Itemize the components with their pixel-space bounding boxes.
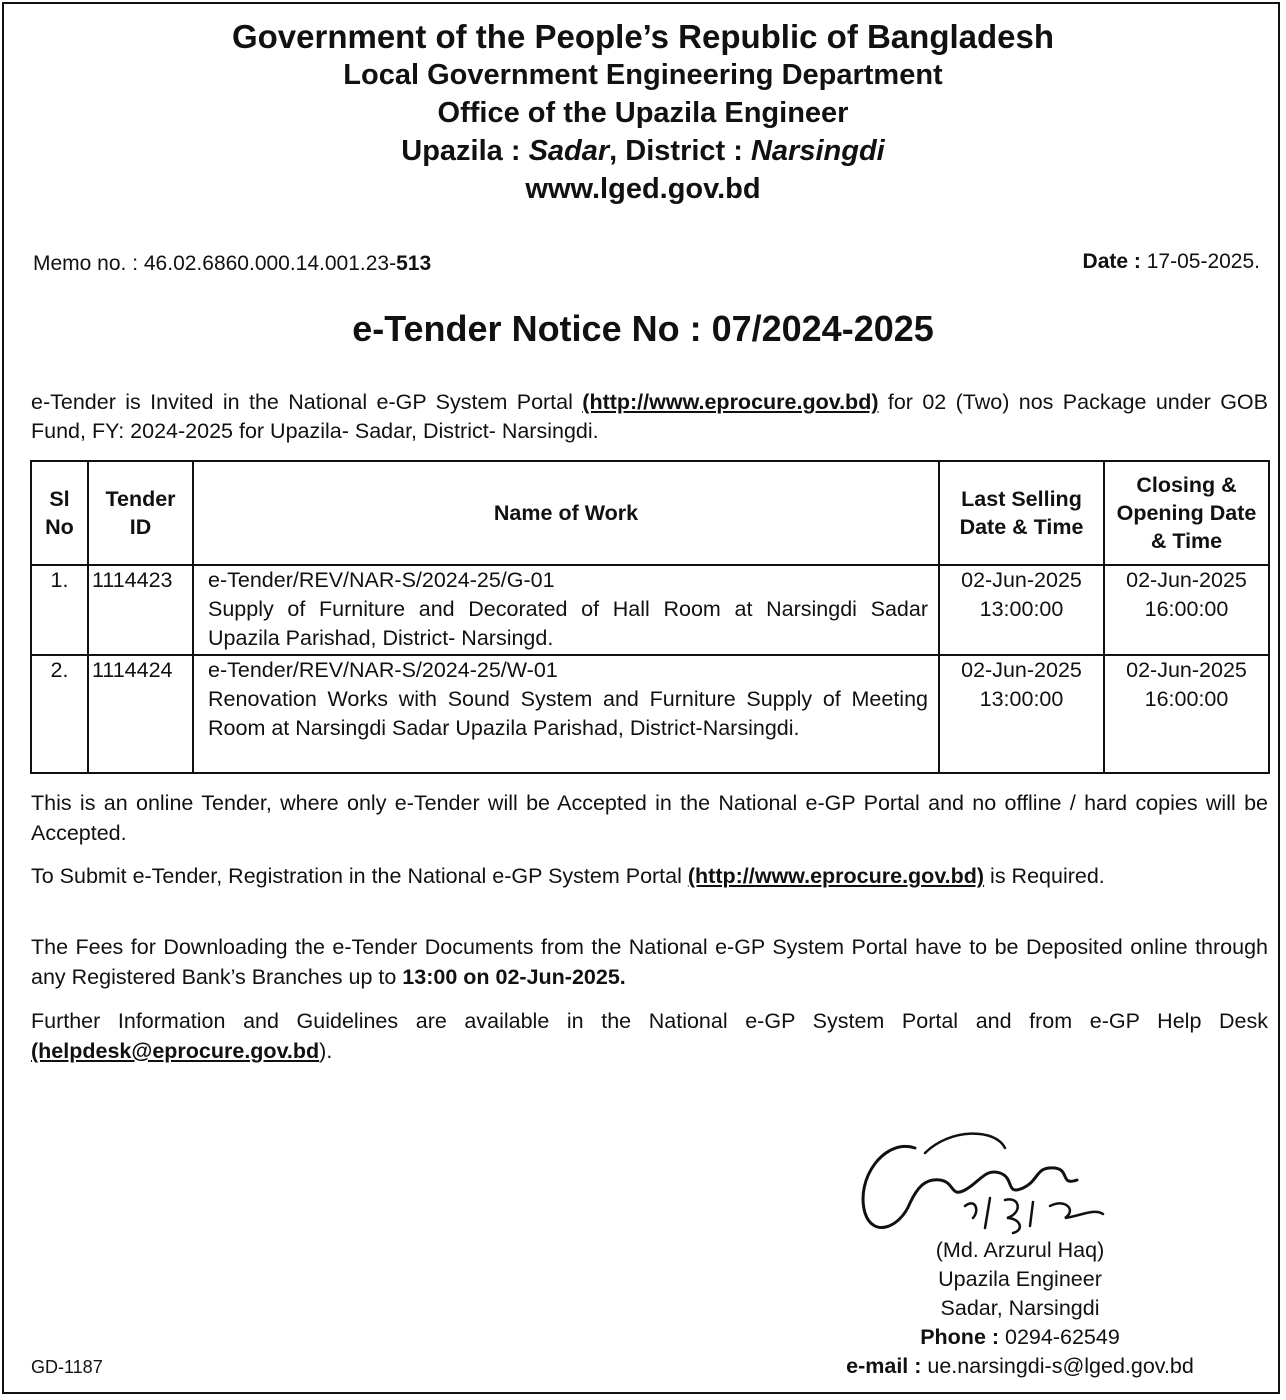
office-name: Office of the Upazila Engineer: [437, 97, 849, 129]
signatory-email: e-mail : ue.narsingdi-s@lged.gov.bd: [846, 1354, 1194, 1378]
fees-deadline: 13:00 on 02-Jun-2025.: [402, 965, 626, 989]
footer-code: GD-1187: [31, 1357, 103, 1377]
table-header-row: [31, 461, 1269, 565]
header-tender-id: Tender ID: [88, 461, 193, 565]
registration-paragraph: To Submit e-Tender, Registration in the National e-GP System Portal (http://www.eprocure.gov.bd) is Required.: [31, 864, 1105, 888]
eprocure-link[interactable]: (http://www.eprocure.gov.bd): [582, 390, 879, 414]
date-value: 17-05-2025.: [1140, 250, 1260, 273]
signatory-phone: Phone : 0294-62549: [920, 1325, 1120, 1349]
header-last-selling: Last Selling Date & Time: [939, 461, 1104, 565]
row-description: Supply of Furniture and Decorated of Hall Room at Narsingdi Sadar Upazila Parishad, District- Narsingd.: [208, 597, 928, 650]
district-label: , District :: [609, 135, 751, 167]
letterhead: [0, 18, 1286, 208]
online-tender-paragraph: This is an online Tender, where only e-Tender will be Accepted in the National e-GP Portal and no offline / hard copies will be Accepted.: [31, 791, 1268, 845]
fees-paragraph: The Fees for Downloading the e-Tender Documents from the National e-GP System Portal have to be Deposited online through any Registered Bank’s Branches up to 13:00 on 02-Jun-2025.: [31, 935, 1268, 989]
memo-number: [33, 252, 431, 276]
row-last-selling: 02-Jun-2025 13:00:00: [939, 565, 1104, 655]
location-line: [0, 132, 1286, 170]
handwritten-signature: [855, 1118, 1145, 1248]
signatory-office: Sadar, Narsingdi: [940, 1296, 1100, 1320]
header-sl: Sl No: [31, 461, 88, 565]
signatory-name: (Md. Arzurul Haq): [935, 1238, 1105, 1262]
row-closing-opening: 02-Jun-2025 16:00:00: [1104, 655, 1269, 773]
intro-text-end: for 02 (Two) nos Package under GOB Fund, FY: 2024-2025 for Upazila- Sadar, District- Narsingdi.: [31, 390, 1268, 443]
memo-number-value: 513: [396, 252, 432, 275]
upazila-value: Sadar: [528, 135, 610, 167]
intro-text: e-Tender is Invited in the National e-GP System Portal: [31, 390, 583, 414]
row-description: Renovation Works with Sound System and Furniture Supply of Meeting Room at Narsingdi Sadar Upazila Parishad, District-Narsingdi.: [208, 687, 928, 740]
header-closing-opening: Closing & Opening Date & Time: [1104, 461, 1269, 565]
row-closing-opening: 02-Jun-2025 16:00:00: [1104, 565, 1269, 655]
notice-date: [1083, 250, 1260, 274]
upazila-label: Upazila :: [401, 135, 529, 167]
row-last-selling: 02-Jun-2025 13:00:00: [939, 655, 1104, 773]
notice-title: e-Tender Notice No : 07/2024-2025: [352, 308, 934, 349]
signatory-designation: Upazila Engineer: [938, 1267, 1102, 1291]
header-name-of-work: Name of Work: [193, 461, 939, 565]
row-sl: 2.: [31, 655, 88, 773]
row-name-of-work: [193, 565, 939, 655]
department-name: Local Government Engineering Department: [343, 59, 943, 91]
signature-block: [790, 1236, 1250, 1381]
memo-label: Memo no. : 46.02.6860.000.14.001.23-: [33, 252, 397, 275]
district-value: Narsingdi: [750, 135, 885, 167]
row-tender-id: 1114423: [88, 565, 193, 655]
helpdesk-paragraph: Further Information and Guidelines are available in the National e-GP System Portal and from e-GP Help Desk (helpdesk@eprocure.gov.bd).: [31, 1009, 1268, 1063]
row-sl: 1.: [31, 565, 88, 655]
eprocure-link[interactable]: (http://www.eprocure.gov.bd): [687, 864, 985, 888]
tender-table: [30, 460, 1270, 774]
table-row: [31, 565, 1269, 655]
helpdesk-email-link[interactable]: (helpdesk@eprocure.gov.bd: [31, 1039, 320, 1063]
row-name-of-work: [193, 655, 939, 773]
table-row: [31, 655, 1269, 773]
government-name: Government of the People’s Republic of Bangladesh: [231, 18, 1055, 55]
website: www.lged.gov.bd: [525, 173, 761, 205]
intro-paragraph: [31, 388, 1268, 446]
row-tender-id: 1114424: [88, 655, 193, 773]
row-reference: e-Tender/REV/NAR-S/2024-25/W-01: [208, 658, 558, 682]
date-label: Date :: [1082, 250, 1141, 273]
row-reference: e-Tender/REV/NAR-S/2024-25/G-01: [208, 568, 555, 592]
